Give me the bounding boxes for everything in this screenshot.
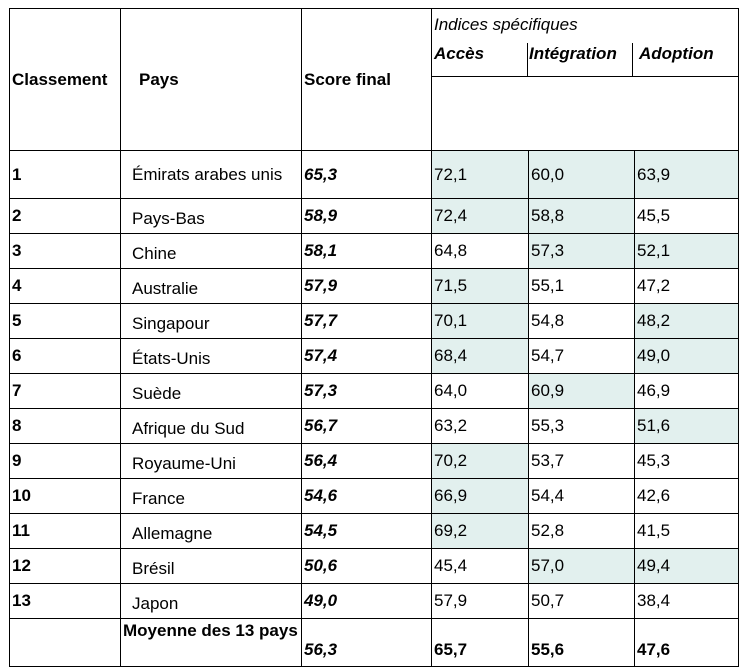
table-row: [10, 514, 739, 549]
table-row: [10, 269, 739, 304]
integration-cell: 55,1: [529, 269, 635, 304]
rank-cell: 11: [10, 514, 121, 549]
adoption-cell: 41,5: [635, 514, 739, 549]
country-cell: Australie: [121, 269, 302, 304]
rank-cell: 9: [10, 444, 121, 479]
acces-cell: 57,9: [432, 584, 529, 619]
table-row: [10, 479, 739, 514]
score-cell: 58,9: [302, 199, 432, 234]
rank-cell: 7: [10, 374, 121, 409]
adoption-cell: 49,0: [635, 339, 739, 374]
acces-cell: 72,4: [432, 199, 529, 234]
adoption-cell: 38,4: [635, 584, 739, 619]
average-score: 56,3: [302, 619, 432, 667]
acces-cell: 69,2: [432, 514, 529, 549]
header-acces: Accès: [432, 43, 528, 76]
table-row: [10, 199, 739, 234]
country-cell: France: [121, 479, 302, 514]
rank-cell: 8: [10, 409, 121, 444]
header-group-indices: [432, 9, 739, 77]
score-cell: 57,7: [302, 304, 432, 339]
country-cell: Suède: [121, 374, 302, 409]
table-row: [10, 549, 739, 584]
country-cell: Brésil: [121, 549, 302, 584]
integration-cell: 58,8: [529, 199, 635, 234]
adoption-cell: 52,1: [635, 234, 739, 269]
acces-cell: 70,1: [432, 304, 529, 339]
acces-cell: 64,8: [432, 234, 529, 269]
adoption-cell: 45,3: [635, 444, 739, 479]
header-adoption: Adoption: [639, 44, 714, 63]
header-sub-row: [432, 43, 738, 76]
table-row: [10, 584, 739, 619]
table-row: [10, 151, 739, 199]
integration-cell: 55,3: [529, 409, 635, 444]
score-cell: 58,1: [302, 234, 432, 269]
country-cell: Japon: [121, 584, 302, 619]
score-cell: 57,9: [302, 269, 432, 304]
integration-cell: 60,9: [529, 374, 635, 409]
acces-cell: 64,0: [432, 374, 529, 409]
integration-cell: 57,0: [529, 549, 635, 584]
country-cell: États-Unis: [121, 339, 302, 374]
adoption-cell: 42,6: [635, 479, 739, 514]
header-blank-cell: [432, 77, 739, 151]
header-row: [10, 9, 739, 77]
acces-cell: 72,1: [432, 151, 529, 199]
score-cell: 50,6: [302, 549, 432, 584]
integration-cell: 54,4: [529, 479, 635, 514]
average-blank-cell: [10, 619, 121, 667]
country-cell: Allemagne: [121, 514, 302, 549]
country-cell: Afrique du Sud: [121, 409, 302, 444]
rank-cell: 10: [10, 479, 121, 514]
adoption-cell: 46,9: [635, 374, 739, 409]
integration-cell: 54,7: [529, 339, 635, 374]
adoption-cell: 48,2: [635, 304, 739, 339]
table-row: [10, 374, 739, 409]
acces-cell: 45,4: [432, 549, 529, 584]
country-cell: Pays-Bas: [121, 199, 302, 234]
header-group-label: Indices spécifiques: [434, 15, 578, 34]
integration-cell: 54,8: [529, 304, 635, 339]
score-cell: 54,5: [302, 514, 432, 549]
score-cell: 56,4: [302, 444, 432, 479]
rank-cell: 2: [10, 199, 121, 234]
acces-cell: 63,2: [432, 409, 529, 444]
adoption-cell: 49,4: [635, 549, 739, 584]
header-classement: Classement: [10, 9, 121, 151]
score-cell: 56,7: [302, 409, 432, 444]
average-integration: 55,6: [529, 619, 635, 667]
average-acces: 65,7: [432, 619, 529, 667]
average-row: [10, 619, 739, 667]
rank-cell: 5: [10, 304, 121, 339]
score-cell: 49,0: [302, 584, 432, 619]
table-row: [10, 234, 739, 269]
score-cell: 57,4: [302, 339, 432, 374]
average-adoption: 47,6: [635, 619, 739, 667]
rank-cell: 3: [10, 234, 121, 269]
score-cell: 65,3: [302, 151, 432, 199]
adoption-cell: 47,2: [635, 269, 739, 304]
score-cell: 57,3: [302, 374, 432, 409]
integration-cell: 53,7: [529, 444, 635, 479]
integration-cell: 57,3: [529, 234, 635, 269]
adoption-cell: 63,9: [635, 151, 739, 199]
country-cell: Chine: [121, 234, 302, 269]
country-cell: Émirats arabes unis: [121, 151, 302, 199]
table-row: [10, 444, 739, 479]
acces-cell: 70,2: [432, 444, 529, 479]
score-cell: 54,6: [302, 479, 432, 514]
integration-cell: 50,7: [529, 584, 635, 619]
country-cell: Royaume-Uni: [121, 444, 302, 479]
integration-cell: 52,8: [529, 514, 635, 549]
integration-cell: 60,0: [529, 151, 635, 199]
header-score: Score final: [302, 9, 432, 151]
header-pays: Pays: [121, 9, 302, 151]
ranking-table: [9, 8, 739, 667]
rank-cell: 1: [10, 151, 121, 199]
table-row: [10, 409, 739, 444]
adoption-cell: 51,6: [635, 409, 739, 444]
acces-cell: 66,9: [432, 479, 529, 514]
average-label: Moyenne des 13 pays: [121, 619, 302, 667]
acces-cell: 71,5: [432, 269, 529, 304]
rank-cell: 12: [10, 549, 121, 584]
rank-cell: 13: [10, 584, 121, 619]
header-integration: Intégration: [528, 43, 633, 76]
table-row: [10, 339, 739, 374]
rank-cell: 4: [10, 269, 121, 304]
acces-cell: 68,4: [432, 339, 529, 374]
table-row: [10, 304, 739, 339]
rank-cell: 6: [10, 339, 121, 374]
adoption-cell: 45,5: [635, 199, 739, 234]
country-cell: Singapour: [121, 304, 302, 339]
